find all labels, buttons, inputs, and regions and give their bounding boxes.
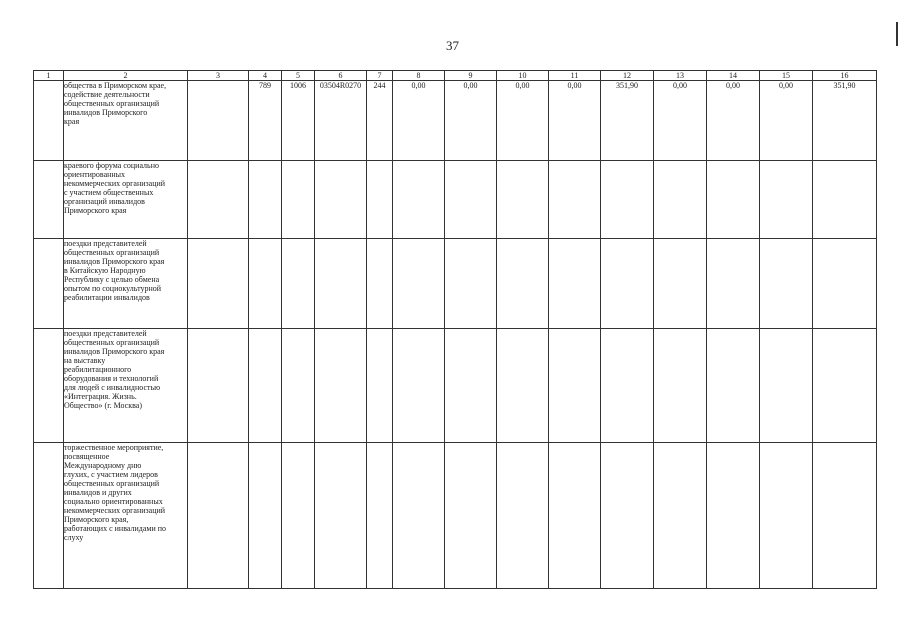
description-line: социально ориентированных bbox=[64, 497, 163, 506]
description-line: с участием общественных bbox=[64, 188, 154, 197]
description-line: содействие деятельности bbox=[64, 90, 150, 99]
description-line: на выставку bbox=[64, 356, 106, 365]
description-line: организаций инвалидов bbox=[64, 197, 145, 206]
col-6-header: 6 bbox=[315, 71, 367, 81]
description-line: Приморского края bbox=[64, 206, 127, 215]
col-1-header: 1 bbox=[34, 71, 64, 81]
col-11-header: 11 bbox=[549, 71, 601, 81]
description-line: поездки представителей bbox=[64, 329, 147, 338]
description-line: реабилитации инвалидов bbox=[64, 293, 150, 302]
cell-col-16: 351,90 bbox=[813, 81, 877, 161]
cell-col-3 bbox=[188, 81, 249, 161]
col-12-header: 12 bbox=[601, 71, 654, 81]
description-line: в Китайскую Народную bbox=[64, 266, 146, 275]
description-line: ориентированных bbox=[64, 170, 126, 179]
col-16-header: 16 bbox=[813, 71, 877, 81]
description-line: для людей с инвалидностью bbox=[64, 383, 161, 392]
row-description bbox=[64, 81, 188, 161]
description-line: общественных организаций bbox=[64, 248, 160, 257]
col-5-header: 5 bbox=[282, 71, 315, 81]
description-line: некоммерческих организаций bbox=[64, 506, 166, 515]
table-row bbox=[34, 81, 877, 161]
row-description bbox=[64, 329, 188, 443]
description-line: Международному дню bbox=[64, 461, 142, 470]
cell-col-8: 0,00 bbox=[393, 81, 445, 161]
col-14-header: 14 bbox=[707, 71, 760, 81]
page-number: 37 bbox=[446, 38, 459, 53]
row-description bbox=[64, 161, 188, 239]
column-number-row bbox=[34, 71, 877, 81]
budget-table bbox=[33, 70, 877, 589]
description-line: Приморского края, bbox=[64, 515, 129, 524]
cell-col-12: 351,90 bbox=[601, 81, 654, 161]
row-description bbox=[64, 239, 188, 329]
table-row bbox=[34, 329, 877, 443]
cell-col-7: 244 bbox=[367, 81, 393, 161]
cell-col-10: 0,00 bbox=[497, 81, 549, 161]
col-10-header: 10 bbox=[497, 71, 549, 81]
col-13-header: 13 bbox=[654, 71, 707, 81]
table-row bbox=[34, 161, 877, 239]
description-line: работающих с инвалидами по bbox=[64, 524, 167, 533]
cell-col-4: 789 bbox=[249, 81, 282, 161]
description-line: краевого форума социально bbox=[64, 161, 159, 170]
description-line: инвалидов Приморского края bbox=[64, 347, 165, 356]
description-line: реабилитационного bbox=[64, 365, 132, 374]
description-line: поездки представителей bbox=[64, 239, 147, 248]
col-2-header: 2 bbox=[64, 71, 188, 81]
description-line: оборудования и технологий bbox=[64, 374, 159, 383]
col-7-header: 7 bbox=[367, 71, 393, 81]
description-line: некоммерческих организаций bbox=[64, 179, 166, 188]
row-description bbox=[64, 443, 188, 589]
description-line: инвалидов и других bbox=[64, 488, 132, 497]
description-line: общества в Приморском крае, bbox=[64, 81, 167, 90]
table-row bbox=[34, 239, 877, 329]
scan-edge-mark bbox=[896, 22, 898, 46]
description-line: посвященное bbox=[64, 452, 110, 461]
cell-col-11: 0,00 bbox=[549, 81, 601, 161]
cell-col-5: 1006 bbox=[282, 81, 315, 161]
description-line: глухих, с участием лидеров bbox=[64, 470, 158, 479]
col-4-header: 4 bbox=[249, 71, 282, 81]
description-line: общественных организаций bbox=[64, 99, 160, 108]
table-row bbox=[34, 443, 877, 589]
cell-col-14: 0,00 bbox=[707, 81, 760, 161]
description-line: инвалидов Приморского края bbox=[64, 257, 165, 266]
cell-col-13: 0,00 bbox=[654, 81, 707, 161]
col-15-header: 15 bbox=[760, 71, 813, 81]
description-line: «Интеграция. Жизнь. bbox=[64, 392, 137, 401]
cell-col-9: 0,00 bbox=[445, 81, 497, 161]
col-9-header: 9 bbox=[445, 71, 497, 81]
description-line: Республику с целью обмена bbox=[64, 275, 160, 284]
description-line: общественных организаций bbox=[64, 479, 160, 488]
description-line: инвалидов Приморского bbox=[64, 108, 148, 117]
col-3-header: 3 bbox=[188, 71, 249, 81]
description-line: слуху bbox=[64, 533, 84, 542]
description-line: опытом по социокультурной bbox=[64, 284, 162, 293]
col-8-header: 8 bbox=[393, 71, 445, 81]
description-line: края bbox=[64, 117, 80, 126]
cell-col-1 bbox=[34, 81, 64, 161]
cell-col-15: 0,00 bbox=[760, 81, 813, 161]
description-line: Общество» (г. Москва) bbox=[64, 401, 143, 410]
cell-col-6: 03504R0270 bbox=[315, 81, 367, 161]
description-line: общественных организаций bbox=[64, 338, 160, 347]
description-line: торжественное мероприятие, bbox=[64, 443, 164, 452]
